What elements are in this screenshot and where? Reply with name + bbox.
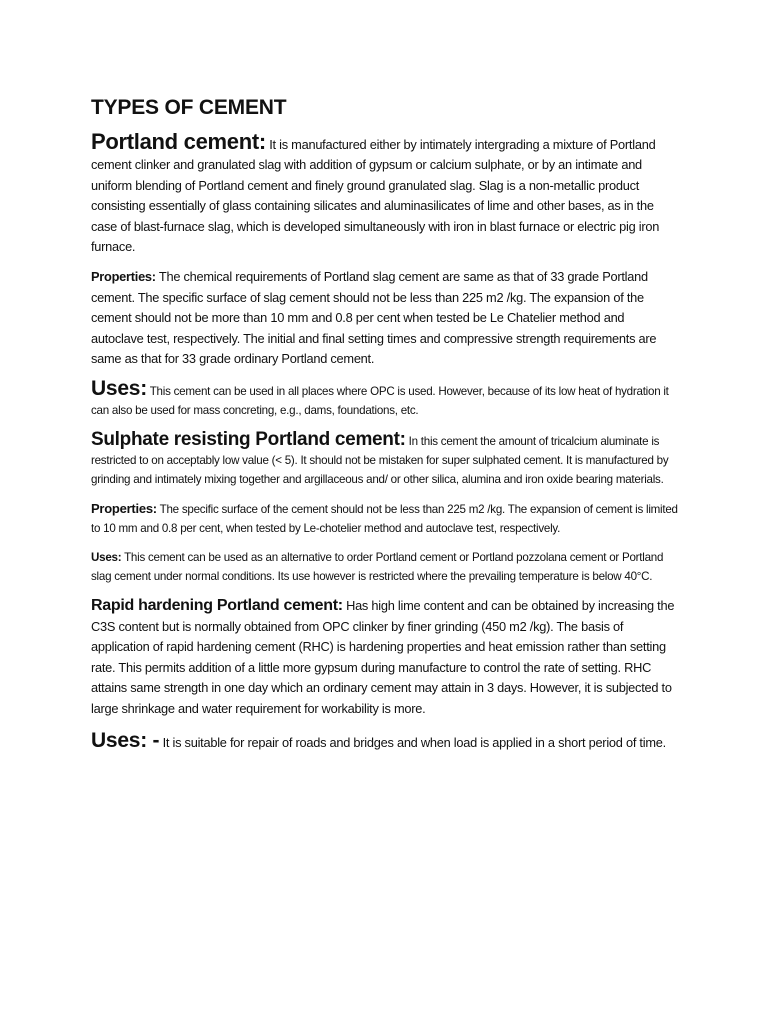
document-page (91, 96, 679, 765)
section-heading: Sulphate resisting Portland cement: (91, 429, 406, 451)
section-heading: Uses: (91, 377, 147, 401)
section-heading: Rapid hardening Portland cement: (91, 597, 343, 615)
section-rapid-hardening (91, 596, 679, 718)
section-heading: Uses: (91, 551, 122, 565)
section-text: This cement can be used as an alternative to order Portland cement or Portland pozzolana cement or Portland slag cement under normal conditions. Its use however is restricted where the prevailing temperature is below 40°C. (91, 551, 664, 584)
section-heading: Properties: (91, 269, 156, 285)
section-sulphate-properties (91, 499, 679, 538)
section-text: Has high lime content and can be obtained by increasing the C3S content but is normally obtained from OPC clinker by finer grinding (450 m2 /kg). The basis of application of rapid hardening cement (RHC) is hardening properties and heat emission rather than setting rate. This permits addition of a little more gypsum during manufacture to control the rate of setting. RHC attains same strength in one day which an ordinary cement may attain in 3 days. However, it is subjected to large shrinkage and water requirement for workability is more. (91, 598, 675, 716)
section-sulphate-resisting (91, 430, 679, 489)
section-text: The specific surface of the cement should not be less than 225 m2 /kg. The expansion of cement is limited to 10 mm and 0.8 per cent, when tested by Le-chotelier method and autoclave test, respectively. (91, 503, 678, 536)
section-heading: Properties: (91, 501, 157, 517)
section-portland-uses (91, 379, 679, 420)
section-text: In this cement the amount of tricalcium aluminate is restricted to on acceptably low value (< 5). It should not be mistaken for super sulphated cement. It is manufactured by grinding and intimately mixing together and argillaceous and/ or other silica, alumina and iron oxide bearing materials. (91, 435, 669, 487)
section-text: The chemical requirements of Portland slag cement are same as that of 33 grade Portland cement. The specific surface of slag cement should not be less than 225 m2 /kg. The expansion of the cement should not be more than 10 mm and 0.8 per cent when tested be Le Chatelier method and autoclave test, respectively. The initial and final setting times and compressive strength requirements are same as that for 33 grade ordinary Portland cement. (91, 269, 657, 367)
document-title: TYPES OF CEMENT (91, 96, 287, 119)
section-text: It is manufactured either by intimately intergrading a mixture of Portland cement clinker and granulated slag with addition of gypsum or calcium sulphate, or by an intimate and uniform blending of Portland cement and finely ground granulated slag. Slag is a non-metallic product consisting essentially of glass containing silicates and aluminasilicates of lime and other bases, as in the case of blast-furnace slag, which is developed simultaneously with iron in blast furnace or electric pig iron furnace. (91, 137, 660, 255)
section-heading: Uses: - (91, 728, 160, 752)
section-rapid-hardening-uses (91, 728, 679, 753)
section-portland-cement (91, 129, 679, 257)
section-portland-properties (91, 267, 679, 369)
section-sulphate-uses (91, 548, 679, 586)
section-text: This cement can be used in all places where OPC is used. However, because of its low heat of hydration it can also be used for mass concreting, e.g., dams, foundations, etc. (91, 385, 669, 418)
section-heading: Portland cement: (91, 129, 266, 154)
section-text: It is suitable for repair of roads and bridges and when load is applied in a short period of time. (159, 734, 666, 750)
